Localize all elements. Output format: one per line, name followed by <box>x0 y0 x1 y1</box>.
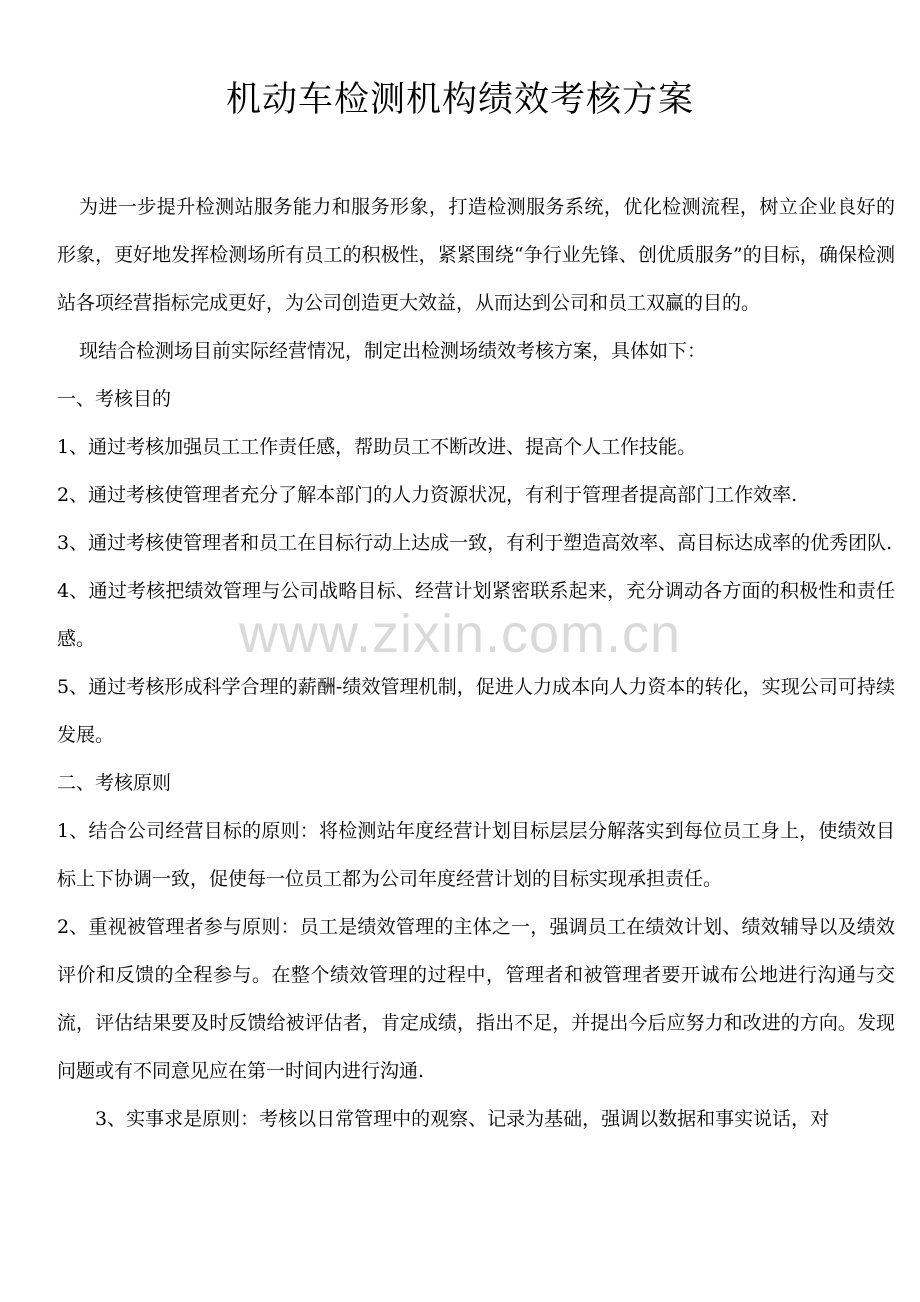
principle-item-3: 3、实事求是原则：考核以日常管理中的观察、记录为基础，强调以数据和事实说话，对 <box>95 1108 830 1130</box>
purpose-item-5: 5、通过考核形成科学合理的薪酬-绩效管理机制，促进人力成本向人力资本的转化，实现公司可持续发展。 <box>57 676 895 746</box>
intro-paragraph: 为进一步提升检测站服务能力和服务形象，打造检测服务系统，优化检测流程，树立企业良好的形象，更好地发挥检测场所有员工的积极性，紧紧围绕“争行业先锋、创优质服务”的目标，确保检测站各项经营指标完成更好，为公司创造更大效益，从而达到公司和员工双赢的目的。 <box>57 196 895 314</box>
section-heading-principles: 二、考核原则 <box>57 772 172 794</box>
purpose-item-1: 1、通过考核加强员工工作责任感，帮助员工不断改进、提高个人工作技能。 <box>57 436 697 458</box>
section-heading-purpose: 一、考核目的 <box>57 388 172 410</box>
principle-item-2: 2、重视被管理者参与原则：员工是绩效管理的主体之一，强调员工在绩效计划、绩效辅导以及绩效评价和反馈的全程参与。在整个绩效管理的过程中，管理者和被管理者要开诚布公地进行沟通与交流，评估结果要及时反馈给被评估者，肯定成绩，指出不足，并提出今后应努力和改进的方向。发现问题或有不同意见应在第一时间内进行沟通. <box>57 916 895 1082</box>
purpose-item-3: 3、通过考核使管理者和员工在目标行动上达成一致，有利于塑造高效率、高目标达成率的优秀团队. <box>57 532 893 554</box>
document-body <box>57 183 895 1143</box>
purpose-item-2: 2、通过考核使管理者充分了解本部门的人力资源状况，有利于管理者提高部门工作效率. <box>57 484 798 506</box>
watermark: www.zixin.com.cn <box>238 604 682 664</box>
intro-paragraph-2: 现结合检测场目前实际经营情况，制定出检测场绩效考核方案，具体如下： <box>79 340 707 362</box>
document-title: 机动车检测机构绩效考核方案 <box>225 80 694 120</box>
principle-item-1: 1、结合公司经营目标的原则：将检测站年度经营计划目标层层分解落实到每位员工身上，使绩效目标上下协调一致，促使每一位员工都为公司年度经营计划的目标实现承担责任。 <box>57 820 895 890</box>
purpose-item-4: 4、通过考核把绩效管理与公司战略目标、经营计划紧密联系起来，充分调动各方面的积极性和责任感。 <box>57 580 895 650</box>
